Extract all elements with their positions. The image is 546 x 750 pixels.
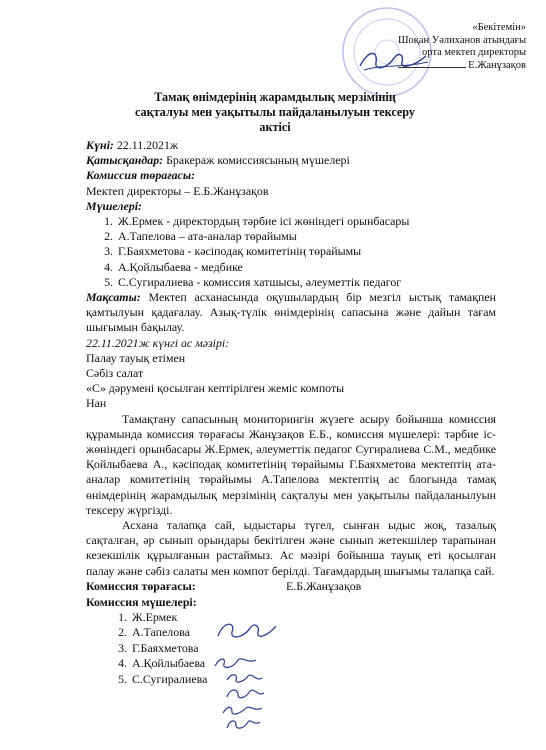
goal-label: Мақсаты: xyxy=(86,290,141,305)
findings-paragraph: Асхана талапқа сай, ыдыстары түгел, сынған ыдыс жоқ, тазалық сақталған, әр сынып орындары бекітілген және сынып жетекшілер тарапынан кезекшілік құрылғанын растаймыз. Ас мәзірі бойынша тауық еті қосылған палау және сәбіз салаты мен компот берілді. Тағамдардың шығымы талапқа сай. xyxy=(86,518,496,578)
title-line-1: Тамақ өнімдерінің жарамдылық мерзімінің xyxy=(154,90,396,104)
document-body xyxy=(86,138,496,687)
approval-name: Е.Жанұзақов xyxy=(468,59,526,71)
approval-position: орта мектеп директоры xyxy=(422,47,526,58)
menu-item: Нан xyxy=(86,396,107,411)
member-signature-5 xyxy=(224,716,262,732)
list-item: 4. А.Қойлыбаева xyxy=(130,656,496,671)
list-item: 1. Ж.Ермек xyxy=(130,610,496,625)
members-signature-label: Комиссия мүшелері: xyxy=(86,594,197,609)
list-item: 3. Г.Баяхметова - кәсіподақ комитетінің төрайымы xyxy=(116,244,496,259)
list-item: 5. С.Сугиралиева xyxy=(130,672,496,687)
chair-value: Мектеп директоры – Е.Б.Жанұзақов xyxy=(86,183,269,198)
title-line-2: сақталуы мен уақытылы пайдаланылуын тексеру xyxy=(134,105,416,119)
chair-label: Комиссия төрағасы: xyxy=(86,168,196,183)
chair-signature-label: Комиссия төрағасы: xyxy=(86,578,196,593)
members-label: Мүшелері: xyxy=(86,198,142,213)
director-signature xyxy=(354,46,432,76)
participants-value: Бракераж комиссиясының мүшелері xyxy=(166,153,350,168)
date-line xyxy=(86,138,496,153)
list-item: 3. Г.Баяхметова xyxy=(130,641,496,656)
menu-item: Сәбіз салат xyxy=(86,366,144,381)
goal-text: Мектеп асханасында оқушылардың бір мезгіл ыстық тамақпен қамтылуын қадағалау. Азық-түлік өнімдерінің сапасына және дайын тағам шығымын бақылау. xyxy=(86,290,496,335)
chair-signature-name: Е.Б.Жанұзақов xyxy=(286,578,362,593)
list-item: 1. Ж.Ермек - директордың тәрбие ісі жөніндегі орынбасары xyxy=(116,214,496,229)
approval-heading: «Бекітемін» xyxy=(472,22,526,33)
member-signature-2 xyxy=(224,670,264,686)
member-signature-3 xyxy=(224,686,266,702)
list-item: 5. С.Сугиралиева - комиссия хатшысы, әлеуметтік педагог xyxy=(116,275,496,290)
members-list xyxy=(86,214,496,290)
menu-heading: 22.11.2021ж күнгі ас мәзірі: xyxy=(86,335,230,350)
chair-signature-row xyxy=(86,579,496,595)
list-item: 2. А.Тапелова xyxy=(130,625,496,640)
date-label: Күні: xyxy=(86,138,114,152)
signers-list xyxy=(86,610,496,687)
monitoring-paragraph: Тамақтану сапасының мониторингін жүзеге асыру бойынша комиссия құрамында комиссия төрағасы Жанұзақов Е.Б., комиссия мүшелері: тәрбие іс-жөніндегі орынбасары Ж.Ермек, әлеуметтік педагог Сугиралиева С.М., медбике Қойлыбаева А., кәсіподақ комитетінің төрайымы Г.Баяхметова мектептің ата-аналар комитетінің төрайымы А.Тапелова мектептің ас блогында тамақ өнімдерінің жарамдылық мерзімінің сақталуы мен уақытылы пайдаланылуын тексеру жүргізді. xyxy=(86,411,496,517)
list-item: 4. А.Қойлыбаева - медбике xyxy=(116,260,496,275)
menu-item: Палау тауық етімен xyxy=(86,350,186,365)
approval-school: Шоқан Уәлиханов атындағы xyxy=(397,34,526,46)
participants-label: Қатысқандар: xyxy=(86,153,164,168)
menu-item: «С» дәрумені қосылған кептірілген жеміс компоты xyxy=(86,381,345,396)
date-value: 22.11.2021ж xyxy=(116,138,179,152)
goal-paragraph xyxy=(86,290,496,336)
document-title xyxy=(120,90,430,135)
title-line-3: актісі xyxy=(259,120,291,134)
chair-signature xyxy=(214,618,280,644)
participants-line xyxy=(86,153,496,168)
list-item: 2. А.Тапелова – ата-аналар төрайымы xyxy=(116,229,496,244)
